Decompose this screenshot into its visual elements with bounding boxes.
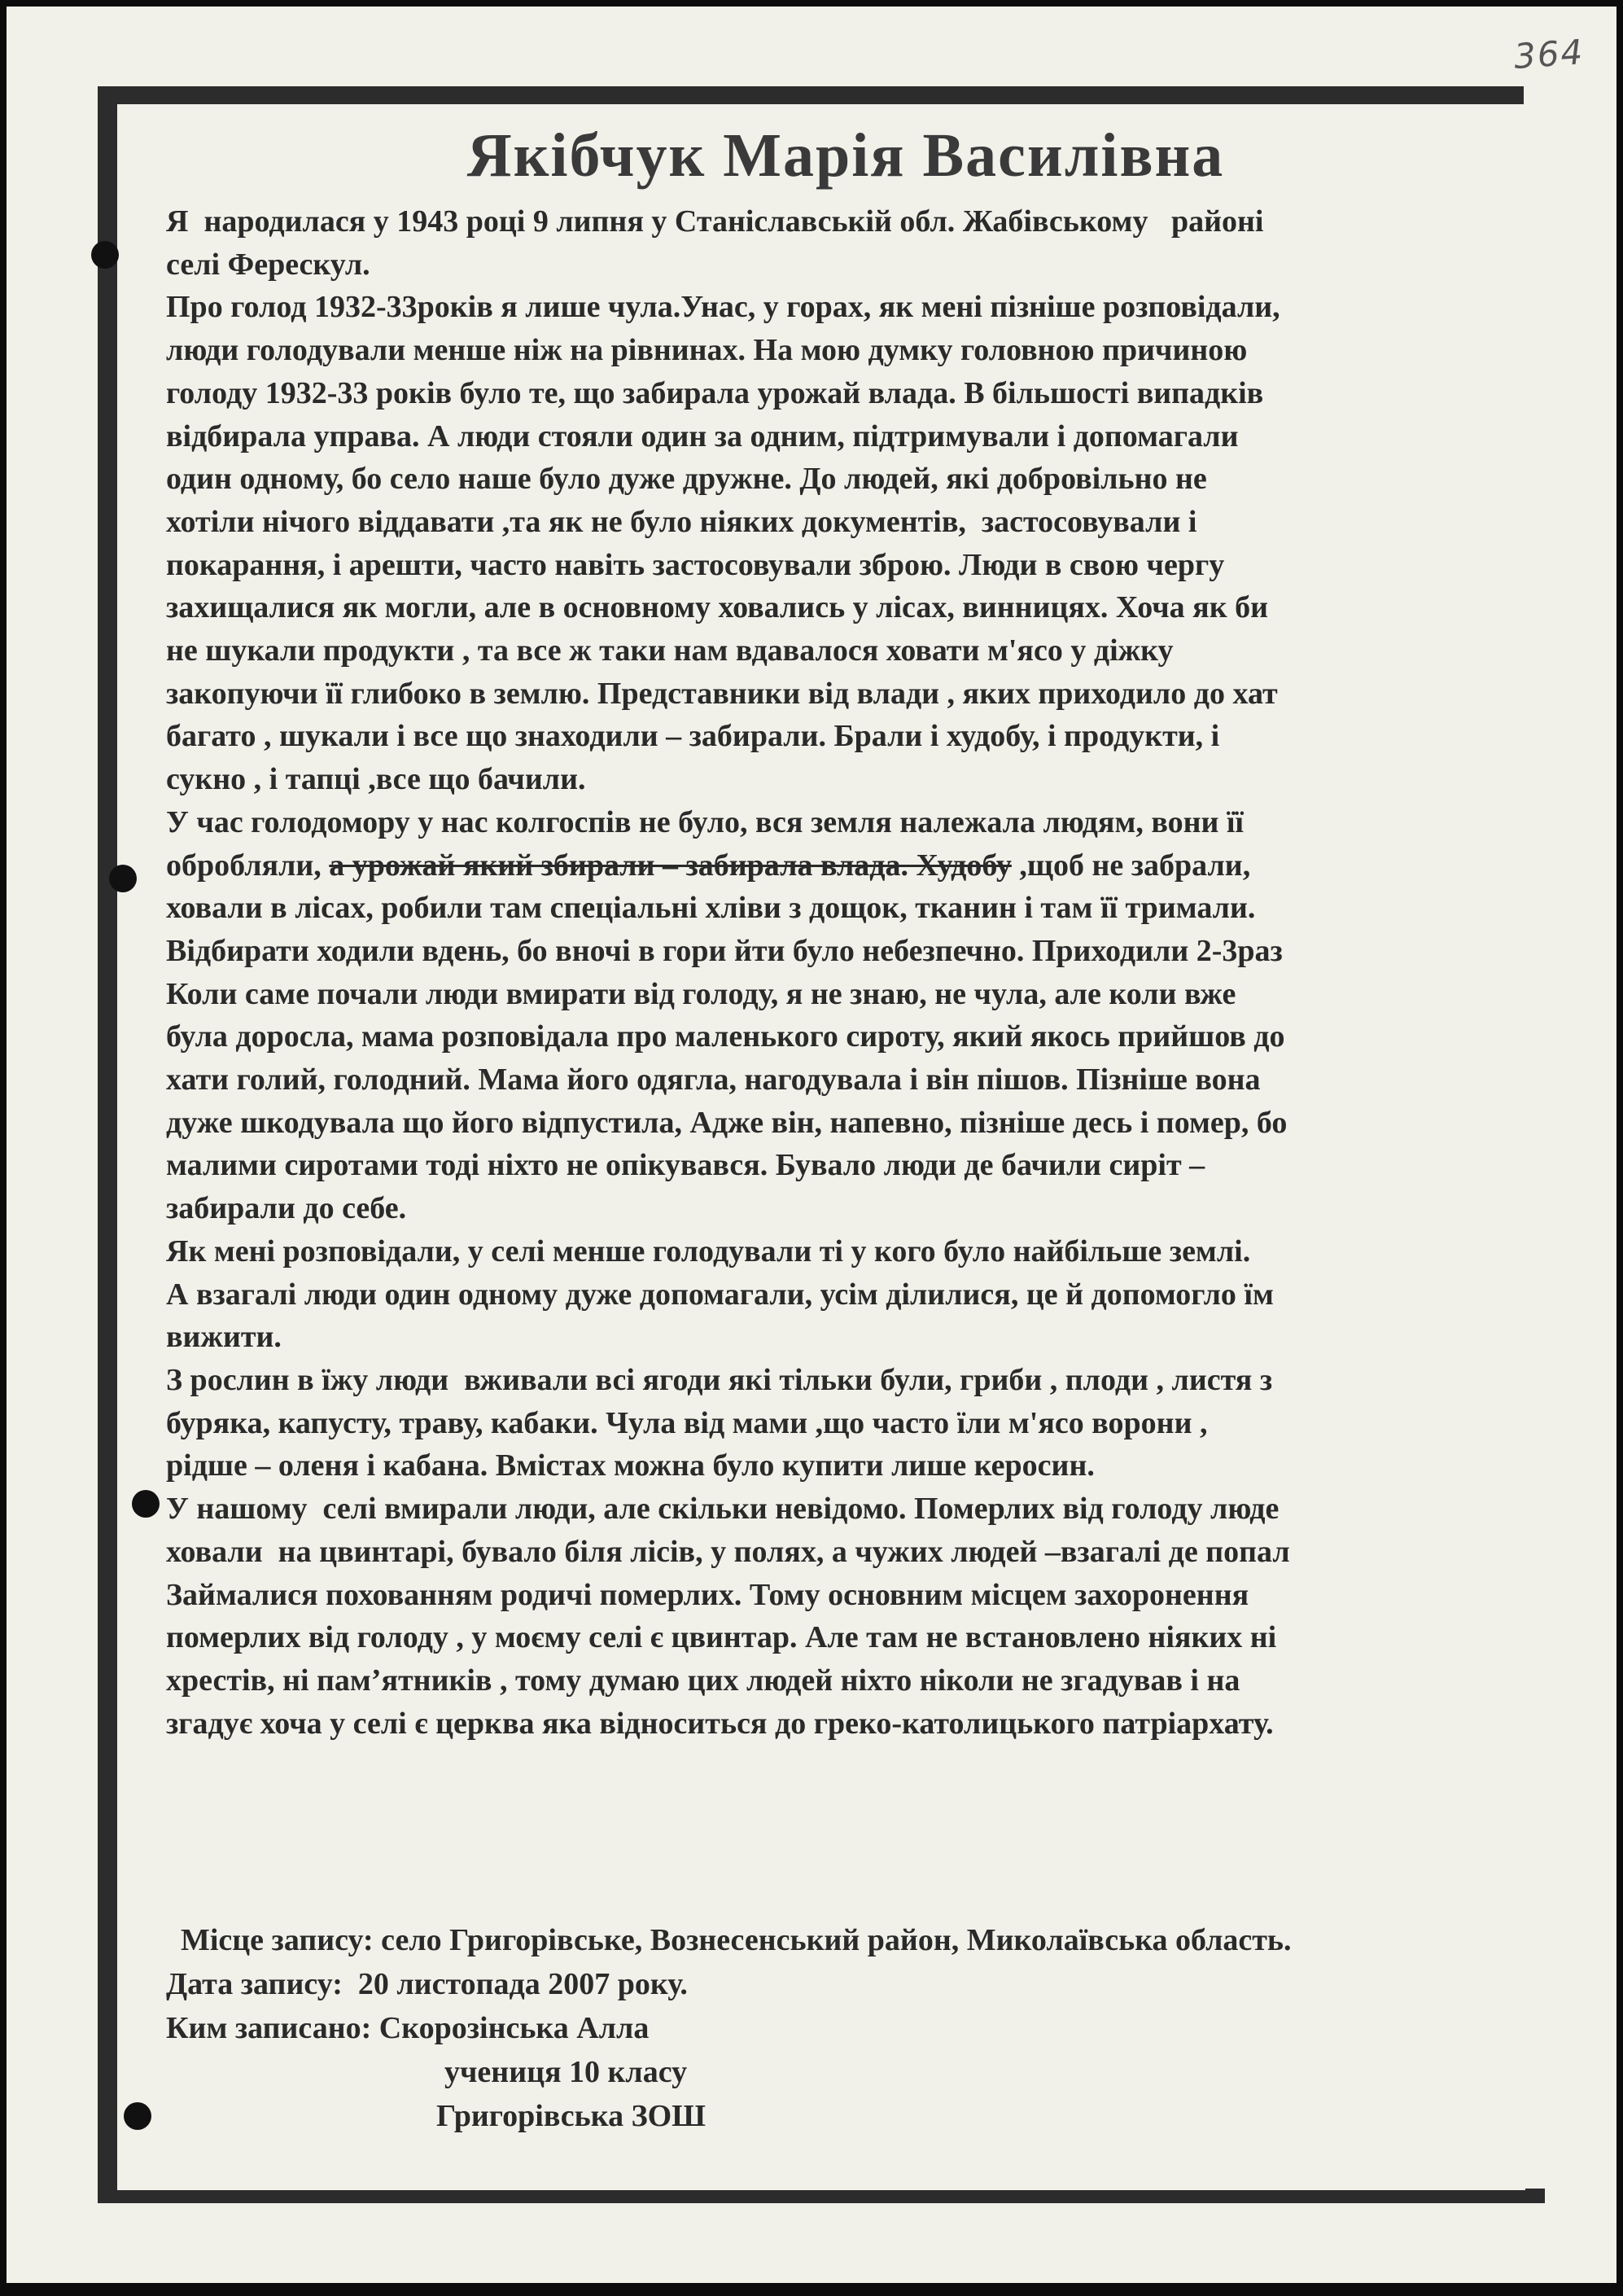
punch-hole-icon — [124, 2102, 151, 2130]
text-line: буряка, капусту, траву, кабаки. Чула від мами ,що часто їли м'ясо ворони , — [166, 1405, 1208, 1440]
text-line: люди голодували менше ніж на рівнинах. На мою думку головною причиною — [166, 333, 1248, 368]
text-line: сукно , і тапці ,все що бачили. — [166, 762, 586, 797]
punch-hole-icon — [132, 1490, 160, 1518]
record-recorded-by: Ким записано: Скорозінська Алла — [166, 2011, 650, 2045]
text-line-struck — [166, 844, 1542, 887]
text-before-strike: обробляли, — [166, 848, 330, 883]
frame-border-left — [98, 86, 117, 2203]
record-recorder-role: учениця 10 класу — [444, 2055, 688, 2089]
text-line: згадує хоча у селі є церква яка відноситься до греко-католицького патріархату. — [166, 1706, 1274, 1741]
text-line: ховали на цвинтарі, бувало біля лісів, у полях, а чужих людей –взагалі де попал — [166, 1534, 1290, 1569]
text-line: померлих від голоду , у моєму селі є цвинтар. Але там не встановлено ніяких ні — [166, 1620, 1277, 1655]
struck-text: а урожай який збирали – забирала влада. Худобу — [329, 848, 1012, 883]
record-school: Григорівська ЗОШ — [436, 2099, 706, 2133]
text-line: була доросла, мама розповідала про маленького сироту, який якось прийшов до — [166, 1019, 1285, 1054]
text-line: А взагалі люди один одному дуже допомагали, усім ділилися, це й допомогло їм — [166, 1277, 1274, 1312]
text-line: Відбирати ходили вдень, бо вночі в гори йти було небезпечно. Приходили 2-3раз — [166, 933, 1283, 968]
text-line: рідше – оленя і кабана. Вмістах можна було купити лише керосин. — [166, 1448, 1095, 1483]
record-place: Місце запису: село Григорівське, Вознесенський район, Миколаївська область. — [181, 1923, 1292, 1957]
punch-hole-icon — [91, 241, 119, 269]
text-line: малими сиротами тоді ніхто не опікувався. Бувало люди де бачили сиріт – — [166, 1148, 1205, 1183]
text-line: один одному, бо село наше було дуже дружне. До людей, які добровільно не — [166, 462, 1207, 497]
text-line: Як мені розповідали, у селі менше голодували ті у кого було найбільше землі. — [166, 1233, 1251, 1268]
frame-border-bottom — [104, 2189, 1545, 2203]
text-line: У час голодомору у нас колгоспів не було, вся земля належала людям, вони її — [166, 804, 1244, 839]
document-title: Якібчук Марія Василівна — [466, 121, 1225, 190]
text-line: Коли саме почали люди вмирати від голоду, я не знаю, не чула, але коли вже — [166, 976, 1236, 1011]
testimony-text — [166, 200, 1542, 1745]
record-info — [166, 1918, 1542, 2138]
text-line: Я народилася у 1943 році 9 липня у Станіславській обл. Жабівському районі — [166, 204, 1264, 239]
text-line: Про голод 1932-33років я лише чула.Унас, у горах, як мені пізніше розповідали, — [166, 290, 1280, 325]
text-line: хати голий, голодний. Мама його одягла, нагодувала і він пішов. Пізніше вона — [166, 1063, 1261, 1098]
page-number: 364 — [1512, 32, 1586, 77]
record-date: Дата запису: 20 листопада 2007 року. — [166, 1967, 688, 2001]
text-line: закопуючи її глибоко в землю. Представники від влади , яких приходило до хат — [166, 676, 1278, 711]
text-line: селі Ферескул. — [166, 247, 370, 282]
text-line: хотіли нічого віддавати ,та як не було ніяких документів, застосовували і — [166, 504, 1197, 539]
text-line: ховали в лісах, робили там спеціальні хліви з дощок, тканин і там її тримали. — [166, 891, 1256, 926]
text-line: багато , шукали і все що знаходили – забирали. Брали і худобу, і продукти, і — [166, 719, 1220, 754]
document-page — [7, 7, 1616, 2283]
text-line: У нашому селі вмирали люди, але скільки невідомо. Померлих від голоду люде — [166, 1492, 1280, 1527]
frame-border-top — [98, 86, 1524, 104]
text-line: відбирала управа. А люди стояли один за одним, підтримували і допомагали — [166, 418, 1239, 454]
text-after-strike: ,щоб не забрали, — [1011, 848, 1251, 883]
text-line: голоду 1932-33 років було те, що забирала урожай влада. В більшості випадків — [166, 375, 1264, 410]
text-line: не шукали продукти , та все ж таки нам вдавалося ховати м'ясо у діжку — [166, 633, 1174, 668]
text-line: хрестів, ні пам’ятників , тому думаю цих людей ніхто ніколи не згадував і на — [166, 1663, 1240, 1698]
text-line: забирали до себе. — [166, 1191, 407, 1226]
text-line: покарання, і арешти, часто навіть застосовували зброю. Люди в свою чергу — [166, 547, 1225, 582]
punch-hole-icon — [109, 865, 137, 892]
text-line: дуже шкодувала що його відпустила, Адже він, напевно, пізніше десь і помер, бо — [166, 1105, 1288, 1140]
text-line: З рослин в їжу люди вживали всі ягоди які тільки були, гриби , плоди , листя з — [166, 1362, 1273, 1397]
text-line: Займалися похованням родичі померлих. Тому основним місцем захоронення — [166, 1577, 1249, 1612]
text-line: вижити. — [166, 1320, 282, 1355]
text-line: захищалися як могли, але в основному ховались у лісах, винницях. Хоча як би — [166, 590, 1268, 625]
